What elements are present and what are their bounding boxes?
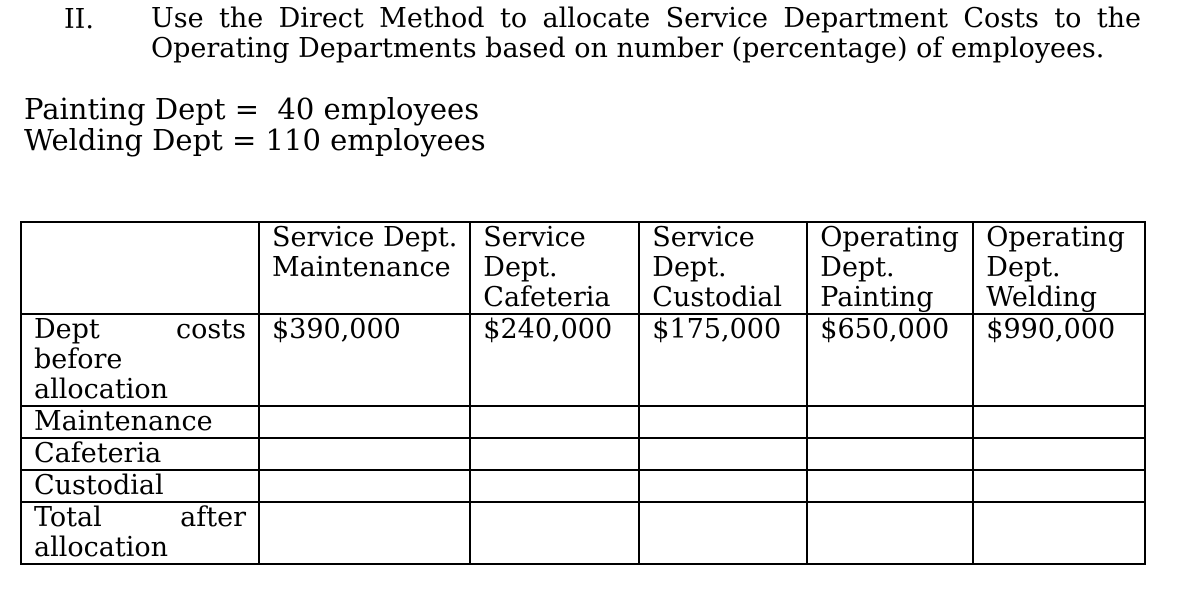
header-line: Service <box>483 222 586 253</box>
table-cell <box>470 470 639 502</box>
header-custodial <box>639 222 807 314</box>
header-line: Maintenance <box>272 252 451 283</box>
header-line: Dept. <box>986 252 1061 283</box>
header-line: Welding <box>986 282 1098 313</box>
table-cell <box>807 406 973 438</box>
header-line: Service Dept. <box>272 222 458 253</box>
table-cell <box>259 438 470 470</box>
table-cell <box>807 470 973 502</box>
question-number: II. <box>64 4 94 35</box>
cost-custodial: $175,000 <box>639 314 807 406</box>
row-label-maintenance: Maintenance <box>21 406 259 438</box>
allocation-table <box>20 221 1146 565</box>
cost-welding: $990,000 <box>973 314 1145 406</box>
row-label-before-allocation <box>21 314 259 406</box>
cost-painting: $650,000 <box>807 314 973 406</box>
question-text: Use the Direct Method to allocate Service Department Costs to the Operating Departments based on number (percentage) of employees. <box>151 3 1141 64</box>
row-label-line <box>34 503 246 533</box>
row-label-custodial: Custodial <box>21 470 259 502</box>
table-row-custodial <box>21 470 1145 502</box>
row-label-word: Total <box>34 502 102 533</box>
header-welding <box>973 222 1145 314</box>
header-line: Dept. <box>483 252 558 283</box>
row-label-word: costs <box>176 314 246 345</box>
header-line: Dept. <box>652 252 727 283</box>
header-line: Operating <box>986 222 1125 253</box>
row-label-line: allocation <box>34 374 168 405</box>
cost-cafeteria: $240,000 <box>470 314 639 406</box>
row-label-line: allocation <box>34 532 168 563</box>
table-row-before-allocation <box>21 314 1145 406</box>
header-line: Service <box>652 222 755 253</box>
painting-employees: Painting Dept = 40 employees <box>24 92 480 126</box>
row-label-line <box>34 315 246 345</box>
header-painting <box>807 222 973 314</box>
table-cell <box>807 502 973 564</box>
table-cell <box>639 406 807 438</box>
header-cafeteria <box>470 222 639 314</box>
table-cell <box>639 438 807 470</box>
row-label-total-after-allocation <box>21 502 259 564</box>
table-cell <box>470 438 639 470</box>
header-row <box>21 222 1145 314</box>
table-row-cafeteria <box>21 438 1145 470</box>
row-label-word: Dept <box>34 314 100 345</box>
header-maintenance <box>259 222 470 314</box>
cost-maintenance: $390,000 <box>259 314 470 406</box>
row-label-word: after <box>180 502 246 533</box>
corner-cell <box>21 222 259 314</box>
table-cell <box>259 470 470 502</box>
table-cell <box>639 502 807 564</box>
table-cell <box>973 438 1145 470</box>
table-cell <box>470 406 639 438</box>
row-label-line: before <box>34 344 123 375</box>
table-cell <box>973 502 1145 564</box>
header-line: Painting <box>820 282 934 313</box>
table-row-maintenance <box>21 406 1145 438</box>
table-cell <box>470 502 639 564</box>
row-label-cafeteria: Cafeteria <box>21 438 259 470</box>
header-line: Dept. <box>820 252 895 283</box>
table-cell <box>259 502 470 564</box>
table-cell <box>807 438 973 470</box>
header-line: Custodial <box>652 282 782 313</box>
table-cell <box>973 470 1145 502</box>
table-cell <box>639 470 807 502</box>
welding-employees: Welding Dept = 110 employees <box>24 123 486 157</box>
table-cell <box>973 406 1145 438</box>
header-line: Operating <box>820 222 959 253</box>
header-line: Cafeteria <box>483 282 611 313</box>
table-cell <box>259 406 470 438</box>
table-row-total-after-allocation <box>21 502 1145 564</box>
